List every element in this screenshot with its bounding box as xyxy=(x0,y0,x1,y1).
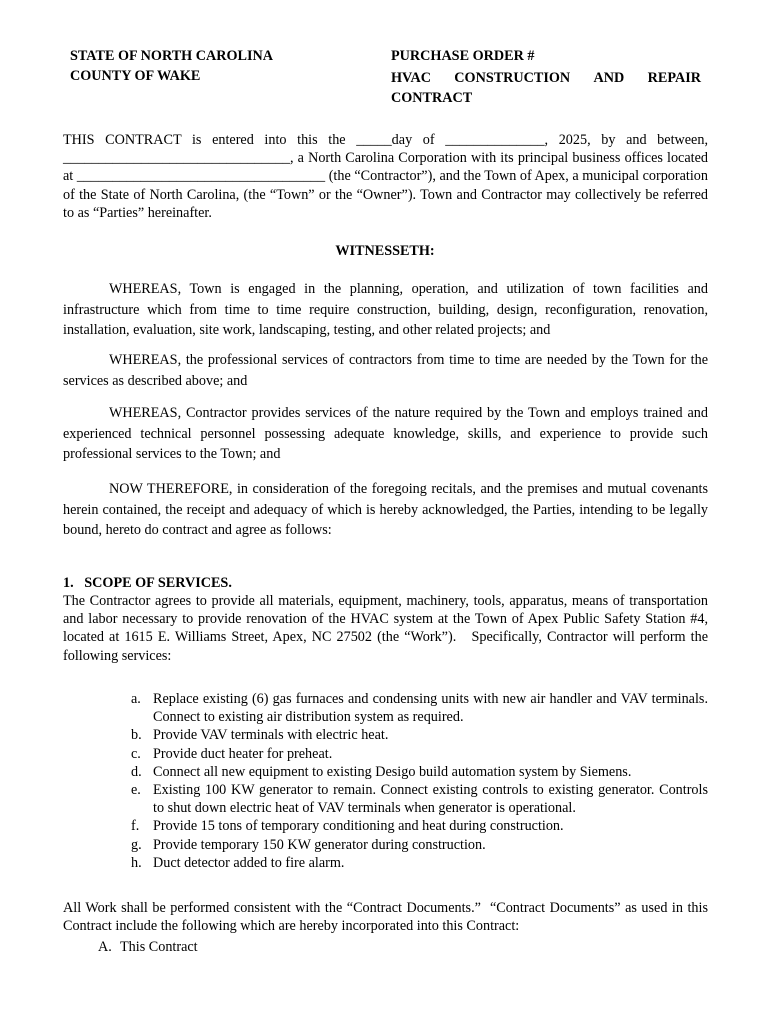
contract-title-block xyxy=(391,46,701,108)
document-letter: A. xyxy=(98,939,112,955)
purchase-order-heading: PURCHASE ORDER # xyxy=(391,48,535,64)
list-letter: h. xyxy=(131,854,142,871)
list-item xyxy=(131,836,708,854)
contract-heading: CONTRACT xyxy=(391,90,473,106)
list-item xyxy=(131,763,708,781)
recital-paragraph xyxy=(63,279,708,341)
witnesseth-heading: WITNESSETH: xyxy=(335,243,435,259)
list-item xyxy=(131,690,708,726)
state-heading: STATE OF NORTH CAROLINA xyxy=(70,48,274,64)
list-letter: g. xyxy=(131,836,142,853)
list-text: Provide VAV terminals with electric heat. xyxy=(153,727,389,744)
list-item xyxy=(131,781,708,817)
list-letter: a. xyxy=(131,691,141,707)
intro-paragraph: THIS CONTRACT is entered into this the _____day of ______________, 2025, by and between, ________________________________, a North Carolina Corporation with its principal business offices located at ___________________________________ (the “Contractor”), and the Town of Apex, a municipal corporation of the State of North Carolina, (the “Town” or the “Owner”). Town and Contractor may collectively be referred to as “Parties” hereinafter. xyxy=(63,132,708,221)
recital-paragraph xyxy=(63,350,708,391)
list-item xyxy=(131,726,708,744)
list-text: Provide duct heater for preheat. xyxy=(153,745,333,762)
list-text: Provide temporary 150 KW generator during construction. xyxy=(153,836,486,853)
recital-text: WHEREAS, Contractor provides services of the nature required by the Town and employs trained and experienced technical personnel possessing adequate knowledge, skills, and experience to provide such professional services to the Town; and xyxy=(63,405,708,462)
contract-documents-paragraph: All Work shall be performed consistent with the “Contract Documents.” “Contract Documents” as used in this Contract include the following which are hereby incorporated into this Contract: xyxy=(63,900,712,935)
recital-paragraph xyxy=(63,403,708,465)
list-item xyxy=(131,745,708,763)
list-letter: d. xyxy=(131,763,142,780)
heading-word: AND xyxy=(593,70,625,86)
list-text: Provide 15 tons of temporary conditioning and heat during construction. xyxy=(153,818,564,835)
list-text: Connect all new equipment to existing Desigo build automation system by Siemens. xyxy=(153,763,632,780)
list-letter: e. xyxy=(131,782,141,799)
list-item xyxy=(131,817,708,835)
recital-text: NOW THEREFORE, in consideration of the foregoing recitals, and the premises and mutual covenants herein contained, the receipt and adequacy of which is hereby acknowledged, the Parties, intending to be legally bound, hereto do contract and agree as follows: xyxy=(63,481,708,538)
list-letter: f. xyxy=(131,818,140,835)
list-text: Duct detector added to fire alarm. xyxy=(153,854,345,871)
document-text: This Contract xyxy=(120,939,198,955)
services-list xyxy=(131,690,708,872)
recital-text: WHEREAS, the professional services of contractors from time to time are needed by the Town for the services as described above; and xyxy=(63,352,708,389)
county-heading: COUNTY OF WAKE xyxy=(70,68,201,84)
list-text: Replace existing (6) gas furnaces and condensing units with new air handler and VAV terminals. Connect to existing air distribution system as required. xyxy=(153,691,708,726)
heading-word: HVAC xyxy=(391,70,431,86)
list-letter: b. xyxy=(131,727,142,744)
section-title: 1. SCOPE OF SERVICES. xyxy=(63,575,232,591)
list-letter: c. xyxy=(131,745,141,762)
contract-document-item xyxy=(98,938,198,956)
list-text: Existing 100 KW generator to remain. Connect existing controls to existing generator. Controls to shut down electric heat of VAV terminals when generator is operational. xyxy=(153,782,708,817)
heading-word: CONSTRUCTION xyxy=(454,70,571,86)
jurisdiction-block xyxy=(70,46,273,86)
recital-text: WHEREAS, Town is engaged in the planning, operation, and utilization of town facilities and infrastructure which from time to time require construction, building, design, reconfiguration, renovation, installation, evaluation, site work, landscaping, testing, and other related projects; and xyxy=(63,281,708,338)
contract-type-heading xyxy=(391,68,701,88)
section-body: The Contractor agrees to provide all materials, equipment, machinery, tools, apparatus, means of transportation and labor necessary to provide renovation of the HVAC system at the Town of Apex Public Safety Station #4, located at 1615 E. Williams Street, Apex, NC 27502 (the “Work”). Specifically, Contractor will perform the following services: xyxy=(63,593,712,664)
heading-word: REPAIR xyxy=(647,70,701,86)
recital-paragraph xyxy=(63,479,708,541)
list-item xyxy=(131,854,708,872)
